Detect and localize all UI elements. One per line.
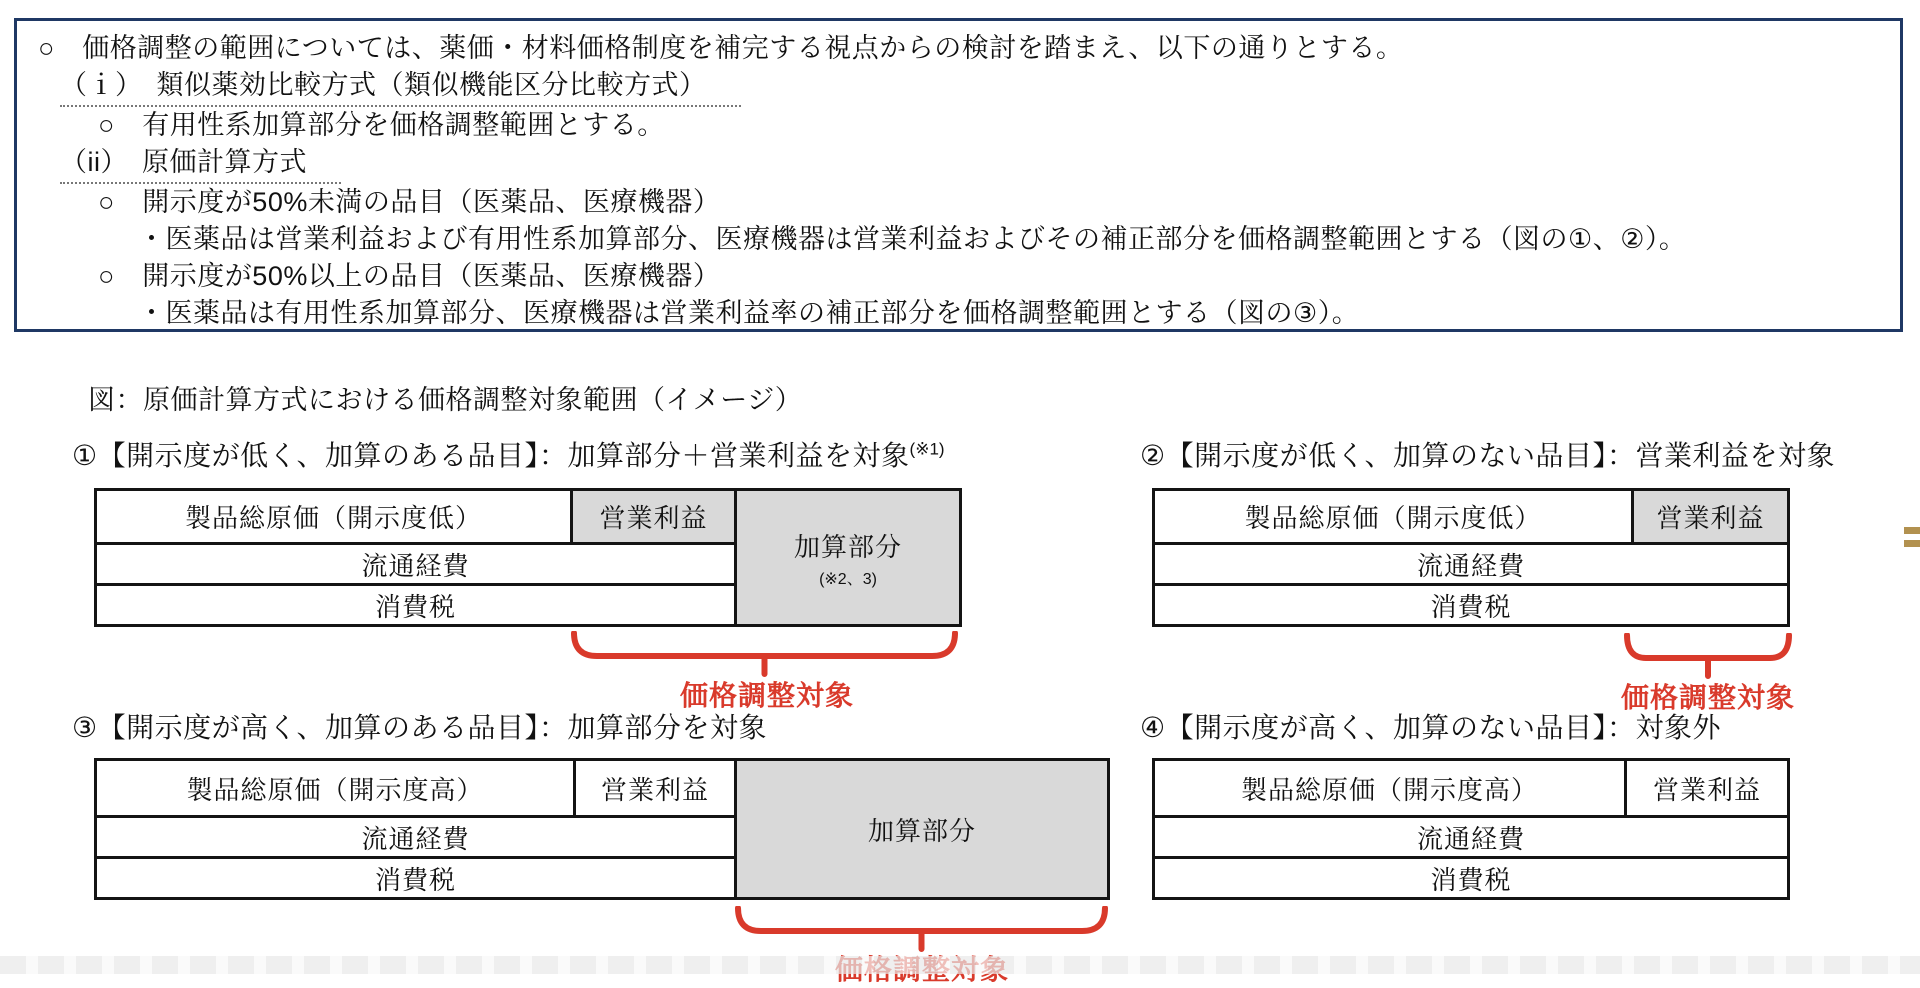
summary-line — [98, 258, 1900, 295]
diagram1-heading-text: ①【開示度が低く、加算のある品目】：加算部分＋営業利益を対象 — [72, 440, 910, 471]
summary-line-text: ○ 開示度が50%未満の品目（医薬品、医療機器） — [98, 187, 721, 217]
summary-line-text: ・医薬品は有用性系加算部分、医療機器は営業利益率の補正部分を価格調整範囲とする（図の③）。 — [138, 298, 1360, 328]
diagram1-addition-note: (※2、3) — [819, 570, 877, 588]
diagram1-cell-consumption-tax: 消費税 — [94, 583, 737, 627]
summary-box — [14, 18, 1903, 332]
diagram3-cell-operating-profit: 営業利益 — [573, 758, 737, 818]
summary-line — [138, 221, 1900, 258]
figure-caption: 図：原価計算方式における価格調整対象範囲（イメージ） — [88, 385, 803, 415]
equals-bar-top — [1904, 527, 1920, 534]
diagram4-cell-operating-profit: 営業利益 — [1624, 758, 1790, 818]
diagram3-cell-distribution-cost: 流通経費 — [94, 815, 737, 859]
equals-bar-bottom — [1904, 540, 1920, 547]
summary-line — [60, 67, 1900, 107]
diagram4-heading — [1140, 706, 1721, 746]
diagram3-heading-text: ③【開示度が高く、加算のある品目】：加算部分を対象 — [72, 712, 768, 743]
diagram1-cell-total-cost: 製品総原価（開示度低） — [94, 488, 573, 545]
diagram3-heading — [72, 706, 767, 746]
diagram3-cell-consumption-tax: 消費税 — [94, 856, 737, 900]
diagram3-addition-label: 加算部分 — [867, 815, 976, 846]
diagram4-cell-consumption-tax: 消費税 — [1152, 856, 1790, 900]
summary-line-text: ○ 開示度が50%以上の品目（医薬品、医療機器） — [98, 261, 721, 291]
diagram1-cell-distribution-cost: 流通経費 — [94, 542, 737, 586]
summary-line-text-underlined: （ii） 原価計算方式 — [60, 144, 341, 184]
diagram2-cell-total-cost: 製品総原価（開示度低） — [1152, 488, 1634, 545]
equals-marker-icon — [1904, 527, 1920, 548]
summary-line — [98, 107, 1900, 144]
diagram1 — [94, 488, 962, 718]
summary-line — [60, 144, 1900, 184]
summary-line-text: ○ 価格調整の範囲については、薬価・材料価格制度を補完する視点からの検討を踏まえ、以下の通りとする。 — [38, 33, 1404, 63]
summary-line-text-underlined: （ｉ） 類似薬効比較方式（類似機能区分比較方式） — [60, 67, 741, 107]
summary-line — [98, 184, 1900, 221]
summary-line-text: ・医薬品は営業利益および有用性系加算部分、医療機器は営業利益およびその補正部分を価格調整範囲とする（図の①、②）。 — [138, 224, 1687, 254]
diagram4 — [1152, 758, 1793, 903]
diagram2-cell-consumption-tax: 消費税 — [1152, 583, 1790, 627]
diagram2-cell-operating-profit: 営業利益 — [1631, 488, 1790, 545]
diagram2-heading-text: ②【開示度が低く、加算のない品目】：営業利益を対象 — [1140, 440, 1836, 471]
diagram2-cell-distribution-cost: 流通経費 — [1152, 542, 1790, 586]
diagram1-heading-note: (※1) — [909, 439, 945, 459]
summary-line-text: ○ 有用性系加算部分を価格調整範囲とする。 — [98, 110, 665, 140]
diagram3-cell-total-cost: 製品総原価（開示度高） — [94, 758, 576, 818]
diagram1-cell-operating-profit: 営業利益 — [570, 488, 737, 545]
diagram1-brace-label: 価格調整対象 — [679, 680, 854, 711]
diagram1-addition-label: 加算部分 — [793, 531, 902, 562]
diagram1-heading — [72, 434, 945, 474]
diagram3-addition-box — [734, 758, 1110, 900]
diagram3 — [94, 758, 1110, 988]
diagram1-brace-icon — [571, 631, 958, 677]
diagram4-heading-text: ④【開示度が高く、加算のない品目】：対象外 — [1140, 712, 1722, 743]
diagram2 — [1152, 488, 1793, 718]
page-bottom-divider — [0, 956, 1920, 974]
diagram1-addition-box — [734, 488, 962, 627]
diagram2-heading — [1140, 434, 1835, 474]
diagram2-brace-icon — [1624, 633, 1792, 679]
diagram4-cell-distribution-cost: 流通経費 — [1152, 815, 1790, 859]
diagram3-brace-icon — [735, 906, 1108, 952]
diagram4-cell-total-cost: 製品総原価（開示度高） — [1152, 758, 1627, 818]
summary-line — [38, 30, 1900, 67]
diagram2-brace-label: 価格調整対象 — [1620, 682, 1795, 713]
summary-line — [138, 295, 1900, 332]
